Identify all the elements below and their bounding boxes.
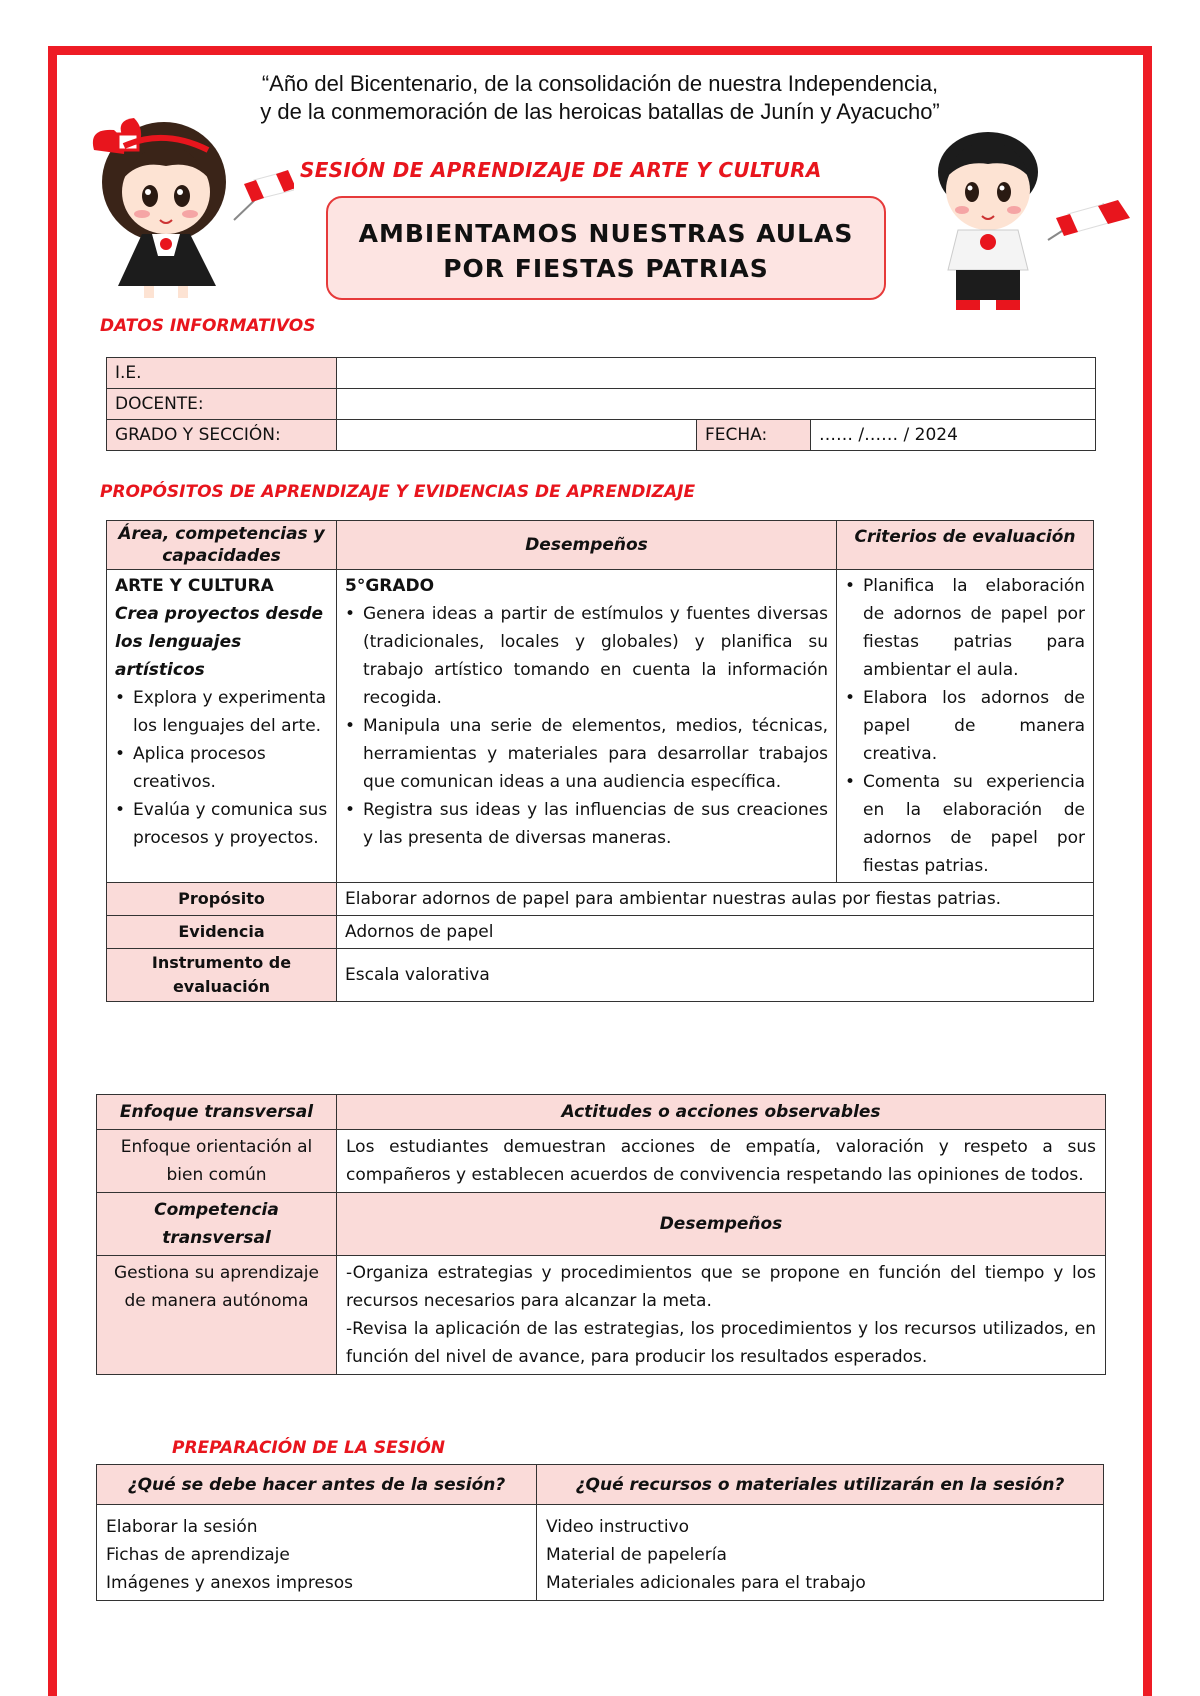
recurso-item: Video instructivo bbox=[546, 1517, 690, 1537]
col-actitudes-header: Actitudes o acciones observables bbox=[337, 1095, 1106, 1130]
grado-label: GRADO Y SECCIÓN: bbox=[107, 420, 337, 451]
col-area-header: Área, competencias y capacidades bbox=[107, 521, 337, 570]
topic-title-box bbox=[326, 196, 886, 300]
instrumento-label: Instrumento de evaluación bbox=[107, 949, 337, 1002]
area-name: ARTE Y CULTURA bbox=[115, 576, 274, 596]
antes-item: Imágenes y anexos impresos bbox=[106, 1573, 354, 1593]
competencia-name: Crea proyectos desde los lenguajes artísticos bbox=[115, 604, 324, 680]
desempeno-item: • Registra sus ideas y las influencias de sus creaciones y las presenta de diversas maneras. bbox=[345, 796, 828, 852]
col-desempenos-transversal-header: Desempeños bbox=[337, 1193, 1106, 1256]
grado-name: 5°GRADO bbox=[345, 576, 435, 596]
desempenos-list bbox=[345, 600, 828, 852]
antes-cell bbox=[97, 1505, 537, 1601]
desempeno-transversal-1: -Organiza estrategias y procedimientos que se propone en función del tiempo y los recursos necesarios para alcanzar la meta. bbox=[346, 1263, 1096, 1311]
antes-item: Elaborar la sesión bbox=[106, 1517, 258, 1537]
criterio-item: • Planifica la elaboración de adornos de papel por fiestas patrias para ambientar el aula. bbox=[845, 572, 1085, 684]
criterio-item: • Comenta su experiencia en la elaboración de adornos de papel por fiestas patrias. bbox=[845, 768, 1085, 880]
datos-table bbox=[106, 357, 1096, 451]
docente-label: DOCENTE: bbox=[107, 389, 337, 420]
antes-item: Fichas de aprendizaje bbox=[106, 1545, 290, 1565]
topic-line-2: POR FIESTAS PATRIAS bbox=[443, 254, 769, 283]
desempenos-transversal-cell bbox=[337, 1256, 1106, 1375]
fecha-label: FECHA: bbox=[697, 420, 811, 451]
enfoque-table bbox=[96, 1094, 1106, 1375]
col-criterios-header: Criterios de evaluación bbox=[837, 521, 1094, 570]
desempenos-cell bbox=[337, 570, 837, 883]
desempeno-transversal-2: -Revisa la aplicación de las estrategias, los procedimientos y los recursos utilizados, en función del nivel de avance, para producir los resultados esperados. bbox=[346, 1319, 1096, 1367]
desempeno-item: • Manipula una serie de elementos, medios, técnicas, herramientas y materiales para desarrollar trabajos que comunican ideas a una audiencia específica. bbox=[345, 712, 828, 796]
competencia-transversal-name: Gestiona su aprendizaje de manera autónoma bbox=[97, 1256, 337, 1375]
topic-line-1: AMBIENTAMOS NUESTRAS AULAS bbox=[358, 219, 854, 248]
col-recursos-header: ¿Qué recursos o materiales utilizarán en la sesión? bbox=[537, 1465, 1104, 1505]
criterio-item: • Elabora los adornos de papel de manera creativa. bbox=[845, 684, 1085, 768]
ie-label: I.E. bbox=[107, 358, 337, 389]
col-desempenos-header: Desempeños bbox=[337, 521, 837, 570]
recurso-item: Material de papelería bbox=[546, 1545, 727, 1565]
col-antes-header: ¿Qué se debe hacer antes de la sesión? bbox=[97, 1465, 537, 1505]
boy-character-illustration bbox=[918, 130, 1138, 320]
motto-line-2: y de la conmemoración de las heroicas batallas de Junín y Ayacucho” bbox=[260, 99, 940, 124]
evidencia-value: Adornos de papel bbox=[337, 916, 1094, 949]
proposito-label: Propósito bbox=[107, 883, 337, 916]
capacidad-item: • Explora y experimenta los lenguajes del arte. bbox=[115, 684, 328, 740]
propositos-table bbox=[106, 520, 1094, 1002]
col-competencia-header: Competencia transversal bbox=[97, 1193, 337, 1256]
evidencia-label: Evidencia bbox=[107, 916, 337, 949]
criterios-cell bbox=[837, 570, 1094, 883]
instrumento-value: Escala valorativa bbox=[337, 949, 1094, 1002]
actitudes-text: Los estudiantes demuestran acciones de empatía, valoración y respeto a sus compañeros y establecen acuerdos de convivencia respetando las opiniones de todos. bbox=[337, 1130, 1106, 1193]
docente-value[interactable] bbox=[337, 389, 1096, 420]
preparacion-table bbox=[96, 1464, 1104, 1601]
grado-value[interactable] bbox=[337, 420, 697, 451]
criterios-list bbox=[845, 572, 1085, 880]
girl-character-illustration bbox=[84, 110, 294, 300]
capacidades-list bbox=[115, 684, 328, 852]
col-enfoque-header: Enfoque transversal bbox=[97, 1095, 337, 1130]
area-cell bbox=[107, 570, 337, 883]
fecha-value[interactable]: …… /…… / 2024 bbox=[811, 420, 1096, 451]
motto-line-1: “Año del Bicentenario, de la consolidación de nuestra Independencia, bbox=[261, 71, 939, 96]
session-title: SESIÓN DE APRENDIZAJE DE ARTE Y CULTURA bbox=[300, 158, 822, 182]
recursos-cell bbox=[537, 1505, 1104, 1601]
capacidad-item: • Evalúa y comunica sus procesos y proyectos. bbox=[115, 796, 328, 852]
datos-heading: DATOS INFORMATIVOS bbox=[100, 316, 316, 336]
enfoque-name: Enfoque orientación al bien común bbox=[97, 1130, 337, 1193]
ie-value[interactable] bbox=[337, 358, 1096, 389]
capacidad-item: • Aplica procesos creativos. bbox=[115, 740, 328, 796]
desempeno-item: • Genera ideas a partir de estímulos y fuentes diversas (tradicionales, locales y globales) y planifica su trabajo artístico tomando en cuenta la información recogida. bbox=[345, 600, 828, 712]
propositos-heading: PROPÓSITOS DE APRENDIZAJE Y EVIDENCIAS DE APRENDIZAJE bbox=[100, 482, 696, 502]
recurso-item: Materiales adicionales para el trabajo bbox=[546, 1573, 866, 1593]
proposito-value: Elaborar adornos de papel para ambientar nuestras aulas por fiestas patrias. bbox=[337, 883, 1094, 916]
preparacion-heading: PREPARACIÓN DE LA SESIÓN bbox=[172, 1438, 445, 1458]
